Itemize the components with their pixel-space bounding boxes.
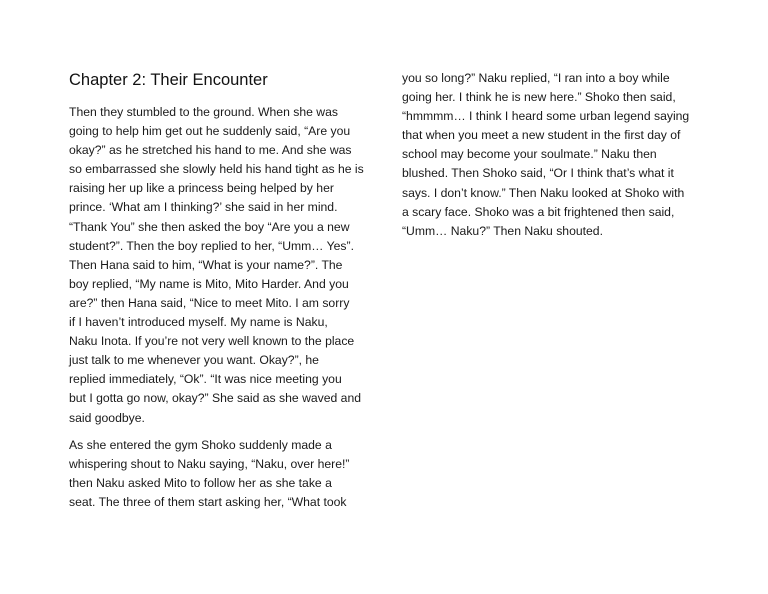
text-line: okay?” as he stretched his hand to me. And she was [69, 143, 352, 158]
text-line: then Naku asked Mito to follow her as she take a [69, 475, 332, 490]
text-line: you so long?” Naku replied, “I ran into a boy while [402, 71, 670, 85]
text-line: that when you meet a new student in the first day of [402, 128, 681, 143]
text-line: Naku Inota. If you’re not very well known to the place [69, 334, 355, 349]
text-line: As she entered the gym Shoko suddenly made a [69, 437, 332, 452]
text-line: prince. ‘What am I thinking?’ she said in her mind. [69, 200, 338, 215]
text-line: are?” then Hana said, “Nice to meet Mito. I am sorry [69, 295, 350, 310]
text-line: school may become your soulmate.” Naku then [402, 147, 657, 162]
left-column [69, 70, 371, 520]
text-line: seat. The three of them start asking her, “What took [69, 494, 347, 509]
text-line: student?”. Then the boy replied to her, “Umm… Yes”. [69, 238, 354, 253]
text-line: “hmmmm… I think I heard some urban legend saying [402, 109, 690, 124]
text-line: going her. I think he is new here.” Shoko then said, [402, 90, 676, 105]
text-line: says. I don’t know.” Then Naku looked at Shoko with [402, 185, 685, 200]
text-line: said goodbye. [69, 410, 145, 425]
text-line: so embarrassed she slowly held his hand tight as he is [69, 162, 364, 177]
chapter-title: Chapter 2: Their Encounter [69, 71, 268, 89]
paragraph [69, 103, 371, 428]
right-column [402, 69, 698, 249]
text-line: replied immediately, “Ok”. “It was nice meeting you [69, 372, 342, 387]
text-line: if I haven’t introduced myself. My name is Naku, [69, 315, 328, 330]
text-line: “Thank You” she then asked the boy “Are you a new [69, 219, 350, 234]
text-line: Then Hana said to him, “What is your name?”. The [69, 257, 343, 272]
text-line: a scary face. Shoko was a bit frightened then said, [402, 204, 675, 219]
text-line: “Umm… Naku?” Then Naku shouted. [402, 223, 603, 238]
text-line: just talk to me whenever you want. Okay?”, he [69, 353, 319, 368]
paragraph [402, 69, 698, 241]
text-line: whispering shout to Naku saying, “Naku, over here!” [69, 456, 350, 471]
text-line: boy replied, “My name is Mito, Mito Harder. And you [69, 276, 349, 291]
text-line: but I gotta go now, okay?” She said as she waved and [69, 391, 362, 406]
text-line: going to help him get out he suddenly said, “Are you [69, 124, 351, 139]
text-line: Then they stumbled to the ground. When she was [69, 105, 338, 119]
text-line: blushed. Then Shoko said, “Or I think that’s what it [402, 166, 674, 181]
paragraph [69, 436, 371, 512]
text-line: raising her up like a princess being helped by her [69, 181, 334, 196]
